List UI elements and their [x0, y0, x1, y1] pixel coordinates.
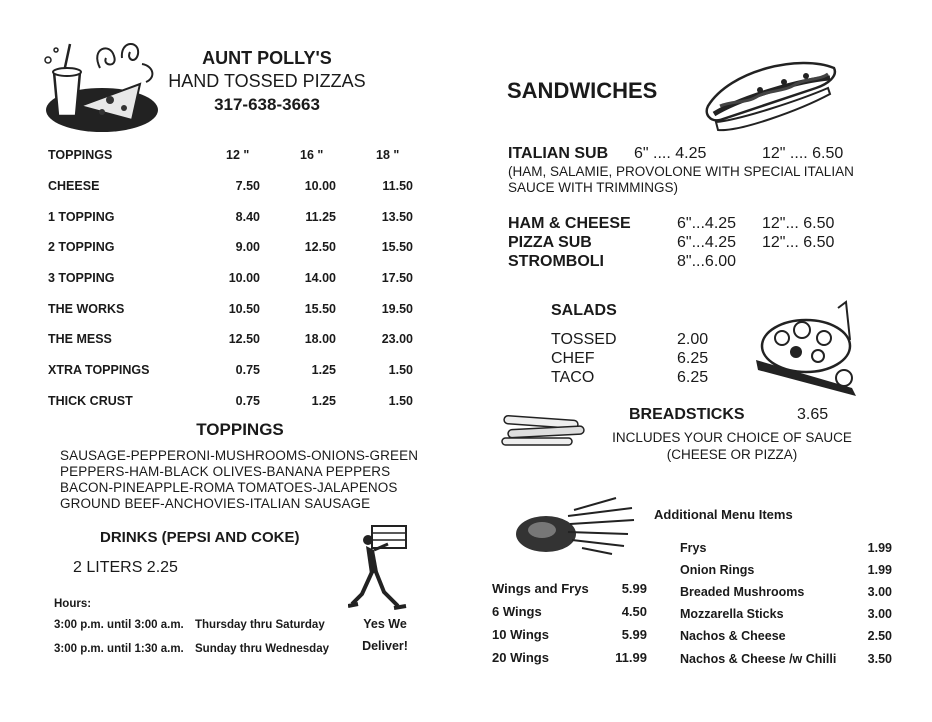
header-toppings: TOPPINGS — [48, 148, 113, 162]
toppings-title: TOPPINGS — [196, 420, 284, 439]
toppings-line: SAUSAGE-PEPPERONI-MUSHROOMS-ONIONS-GREEN — [60, 448, 419, 463]
additional-item-price: 1.99 — [867, 563, 892, 577]
wings-item-name: 20 Wings — [492, 650, 549, 665]
sandwich-price-small: 6"...4.25 — [677, 215, 737, 232]
price-16: 1.25 — [311, 363, 336, 377]
table-row — [48, 179, 438, 199]
pizza-drink-clipart — [40, 38, 162, 136]
pizza-table-header — [48, 148, 438, 168]
hours-label: Hours: — [54, 598, 92, 610]
wings-item-price: 5.99 — [621, 627, 647, 642]
breadsticks-clipart — [500, 412, 590, 452]
price-18: 19.50 — [381, 302, 413, 316]
breadsticks-price: 3.65 — [797, 406, 829, 423]
price-16: 14.00 — [304, 271, 336, 285]
header-18: 18 " — [376, 148, 400, 162]
additional-item-name: Mozzarella Sticks — [680, 607, 784, 621]
breadsticks-desc: (CHEESE OR PIZZA) — [666, 447, 798, 462]
salad-name: TACO — [551, 369, 595, 386]
price-12: 10.00 — [228, 271, 260, 285]
fries-wings-clipart — [512, 494, 638, 558]
price-18: 15.50 — [381, 240, 413, 254]
table-row — [48, 332, 438, 352]
italian-sub-price-6: 6" .... 4.25 — [634, 145, 707, 162]
additional-item-price: 1.99 — [867, 541, 892, 555]
price-16: 12.50 — [304, 240, 336, 254]
price-12: 12.50 — [228, 332, 260, 346]
header-16: 16 " — [300, 148, 324, 162]
salads-title: SALADS — [551, 302, 617, 319]
header-12: 12 " — [226, 148, 250, 162]
delivery-line-1: Yes We — [363, 617, 407, 631]
table-row — [48, 302, 438, 322]
table-row — [48, 240, 438, 260]
salad-name: CHEF — [551, 350, 595, 367]
price-12: 7.50 — [235, 179, 260, 193]
wings-item-price: 4.50 — [621, 604, 647, 619]
price-18: 13.50 — [381, 210, 413, 224]
italian-sub-price-12: 12" .... 6.50 — [762, 145, 844, 162]
sandwich-name: STROMBOLI — [508, 253, 604, 270]
delivery-line-2: Deliver! — [362, 639, 408, 653]
price-16: 11.25 — [305, 210, 336, 224]
list-item — [680, 541, 892, 559]
price-16: 10.00 — [304, 179, 336, 193]
sandwiches-title: SANDWICHES — [507, 78, 658, 103]
sandwich-name: HAM & CHEESE — [508, 215, 631, 232]
price-18: 11.50 — [382, 179, 413, 193]
restaurant-phone: 317-638-3663 — [214, 95, 320, 114]
price-18: 1.50 — [388, 363, 413, 377]
list-item — [680, 652, 892, 670]
additional-menu-title: Additional Menu Items — [654, 507, 793, 522]
additional-item-price: 3.50 — [867, 652, 892, 666]
additional-item-name: Frys — [680, 541, 707, 555]
price-12: 0.75 — [235, 363, 260, 377]
breadsticks-desc: INCLUDES YOUR CHOICE OF SAUCE — [612, 430, 852, 445]
list-item — [680, 585, 892, 603]
price-12: 8.40 — [235, 210, 260, 224]
delivery-man-clipart — [348, 520, 410, 612]
additional-item-price: 3.00 — [867, 585, 892, 599]
italian-sub-desc: (HAM, SALAMIE, PROVOLONE WITH SPECIAL ITALIAN — [508, 164, 854, 179]
price-16: 15.50 — [304, 302, 336, 316]
table-row — [48, 210, 438, 230]
drinks-item: 2 LITERS 2.25 — [73, 559, 178, 576]
additional-item-name: Nachos & Cheese — [680, 629, 786, 643]
price-16: 18.00 — [304, 332, 336, 346]
salad-bowl-clipart — [752, 300, 862, 400]
pizza-name: 3 TOPPING — [48, 271, 115, 285]
table-row — [48, 271, 438, 291]
pizza-name: 1 TOPPING — [48, 210, 115, 224]
pizza-name: 2 TOPPING — [48, 240, 115, 254]
additional-item-name: Breaded Mushrooms — [680, 585, 805, 599]
salad-name: TOSSED — [551, 331, 617, 348]
toppings-line: GROUND BEEF-ANCHOVIES-ITALIAN SAUSAGE — [60, 496, 371, 511]
toppings-line: BACON-PINEAPPLE-ROMA TOMATOES-JALAPENOS — [60, 480, 398, 495]
list-item — [680, 607, 892, 625]
price-18: 17.50 — [381, 271, 413, 285]
list-item — [492, 581, 647, 599]
price-16: 1.25 — [311, 394, 336, 408]
italian-sub-name: ITALIAN SUB — [508, 145, 609, 162]
italian-sub-desc: SAUCE WITH TRIMMINGS) — [508, 180, 678, 195]
breadsticks-name: BREADSTICKS — [629, 406, 745, 423]
additional-item-name: Nachos & Cheese /w Chilli — [680, 652, 837, 666]
list-item — [492, 650, 647, 668]
sandwich-price-small: 8"...6.00 — [677, 253, 737, 270]
drinks-title: DRINKS (PEPSI AND COKE) — [100, 529, 300, 546]
price-12: 9.00 — [235, 240, 260, 254]
salad-price: 2.00 — [677, 331, 709, 348]
price-18: 23.00 — [381, 332, 413, 346]
sub-sandwich-clipart — [700, 50, 840, 136]
restaurant-subtitle: HAND TOSSED PIZZAS — [168, 71, 366, 91]
hours-time: 3:00 p.m. until 1:30 a.m. — [54, 643, 184, 655]
sandwich-name: PIZZA SUB — [508, 234, 592, 251]
list-item — [680, 563, 892, 581]
price-18: 1.50 — [388, 394, 413, 408]
pizza-name: THE WORKS — [48, 302, 125, 316]
hours-days: Sunday thru Wednesday — [195, 643, 329, 655]
list-item — [492, 604, 647, 622]
additional-item-price: 3.00 — [867, 607, 892, 621]
pizza-name: THE MESS — [48, 332, 112, 346]
wings-item-name: Wings and Frys — [492, 581, 589, 596]
restaurant-name: AUNT POLLY'S — [202, 48, 332, 68]
additional-item-name: Onion Rings — [680, 563, 755, 577]
wings-item-price: 11.99 — [615, 650, 647, 665]
sandwich-price-large: 12"... 6.50 — [762, 215, 835, 232]
hours-days: Thursday thru Saturday — [195, 619, 325, 631]
pizza-name: THICK CRUST — [48, 394, 133, 408]
list-item — [680, 629, 892, 647]
salad-price: 6.25 — [677, 350, 709, 367]
additional-item-price: 2.50 — [867, 629, 892, 643]
toppings-line: PEPPERS-HAM-BLACK OLIVES-BANANA PEPPERS — [60, 464, 391, 479]
hours-time: 3:00 p.m. until 3:00 a.m. — [54, 619, 184, 631]
pizza-name: XTRA TOPPINGS — [48, 363, 150, 377]
wings-item-name: 10 Wings — [492, 627, 549, 642]
wings-item-name: 6 Wings — [492, 604, 542, 619]
table-row — [48, 394, 438, 414]
pizza-name: CHEESE — [48, 179, 100, 193]
price-12: 10.50 — [228, 302, 260, 316]
sandwich-price-large: 12"... 6.50 — [762, 234, 835, 251]
price-12: 0.75 — [235, 394, 260, 408]
salad-price: 6.25 — [677, 369, 709, 386]
list-item — [492, 627, 647, 645]
table-row — [48, 363, 438, 383]
sandwich-price-small: 6"...4.25 — [677, 234, 737, 251]
wings-item-price: 5.99 — [621, 581, 647, 596]
